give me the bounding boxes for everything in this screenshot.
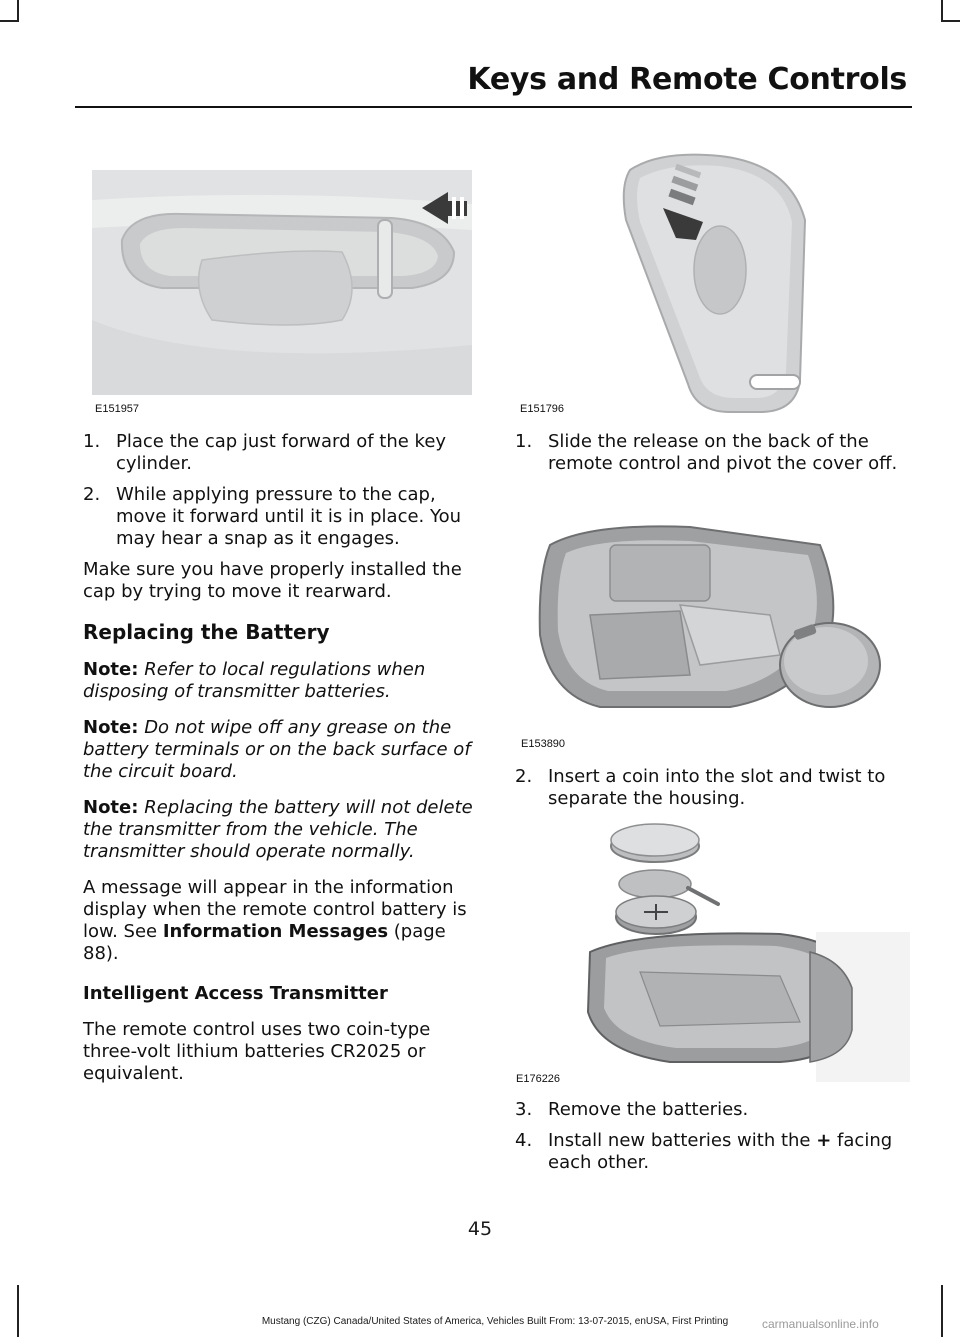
step-text: Remove the batteries. — [548, 1099, 749, 1120]
note-text: Replacing the battery will not delete the transmitter from the vehicle. The transmitter should operate normally. — [83, 797, 473, 862]
note-label: Note: — [83, 717, 139, 738]
crop-mark — [941, 1285, 943, 1337]
step-number: 1. — [83, 431, 101, 452]
plus-symbol: + — [816, 1130, 832, 1151]
remote-batteries-figure — [580, 812, 910, 1084]
figure-code: E151957 — [95, 403, 140, 415]
door-handle-illustration — [92, 170, 472, 395]
section-heading: Replacing the Battery — [83, 620, 330, 644]
note — [83, 797, 475, 863]
right-column-step-1 — [515, 431, 910, 484]
step-text: Install new batteries with the — [548, 1130, 817, 1151]
cross-reference-link[interactable]: Information Messages — [162, 921, 389, 942]
page-title: Keys and Remote Controls — [467, 62, 907, 97]
figure-code: E176226 — [516, 1073, 561, 1085]
body-paragraph: The remote control uses two coin-type three-volt lithium batteries CR2025 or equivalent. — [83, 1019, 431, 1084]
page-reference: (page 88). — [83, 921, 446, 964]
body-paragraph: Make sure you have properly installed the cap by trying to move it rearward. — [83, 559, 462, 602]
remote-back-figure — [600, 150, 840, 415]
step-number: 1. — [515, 431, 533, 452]
instruction-step — [83, 484, 475, 550]
figure-code: E153890 — [521, 738, 566, 750]
remote-open-figure — [530, 515, 910, 730]
crop-mark — [941, 20, 960, 22]
figure-code: E151796 — [520, 403, 565, 415]
batteries-illustration — [580, 812, 910, 1084]
instruction-step — [515, 1130, 910, 1174]
body-paragraph — [83, 877, 475, 965]
watermark: carmanualsonline.info — [762, 1317, 879, 1331]
crop-mark — [941, 0, 943, 22]
remote-open-illustration — [530, 515, 910, 730]
instruction-step — [515, 766, 910, 810]
note — [83, 717, 475, 783]
page-number: 45 — [467, 1218, 493, 1240]
step-text: Slide the release on the back of the remote control and pivot the cover off. — [548, 431, 898, 474]
remote-back-illustration — [600, 150, 840, 415]
instruction-step — [515, 1099, 910, 1121]
subsection-heading: Intelligent Access Transmitter — [83, 983, 388, 1004]
instruction-step — [83, 431, 475, 475]
step-text: facing each other. — [548, 1130, 893, 1173]
note — [83, 659, 475, 703]
crop-mark — [17, 0, 19, 22]
title-divider — [75, 106, 912, 108]
step-text: Insert a coin into the slot and twist to separate the housing. — [548, 766, 886, 809]
coin-battery-plus-icon — [616, 896, 696, 934]
step-number: 2. — [83, 484, 101, 505]
step-number: 2. — [515, 766, 533, 787]
left-column — [83, 431, 475, 1099]
note-text: Do not wipe off any grease on the battery terminals or on the back surface of the circuit board. — [83, 717, 471, 782]
note-label: Note: — [83, 797, 139, 818]
step-text: While applying pressure to the cap, move it forward until it is in place. You may hear a snap as it engages. — [116, 484, 462, 549]
step-number: 3. — [515, 1099, 533, 1120]
note-text: Refer to local regulations when disposing of transmitter batteries. — [83, 659, 426, 702]
door-handle-figure — [92, 170, 472, 395]
step-number: 4. — [515, 1130, 533, 1151]
message-text: A message will appear in the information display when the remote control battery is low. See — [83, 877, 467, 942]
footer-text: Mustang (CZG) Canada/United States of America, Vehicles Built From: 13-07-2015, enUSA, First Printing — [261, 1316, 729, 1327]
crop-mark — [0, 20, 19, 22]
step-text: Place the cap just forward of the key cylinder. — [116, 431, 447, 474]
instruction-step — [515, 431, 910, 475]
note-label: Note: — [83, 659, 139, 680]
coin-battery-icon — [611, 824, 699, 862]
right-column-steps-3-4 — [515, 1099, 910, 1183]
crop-mark — [17, 1285, 19, 1337]
